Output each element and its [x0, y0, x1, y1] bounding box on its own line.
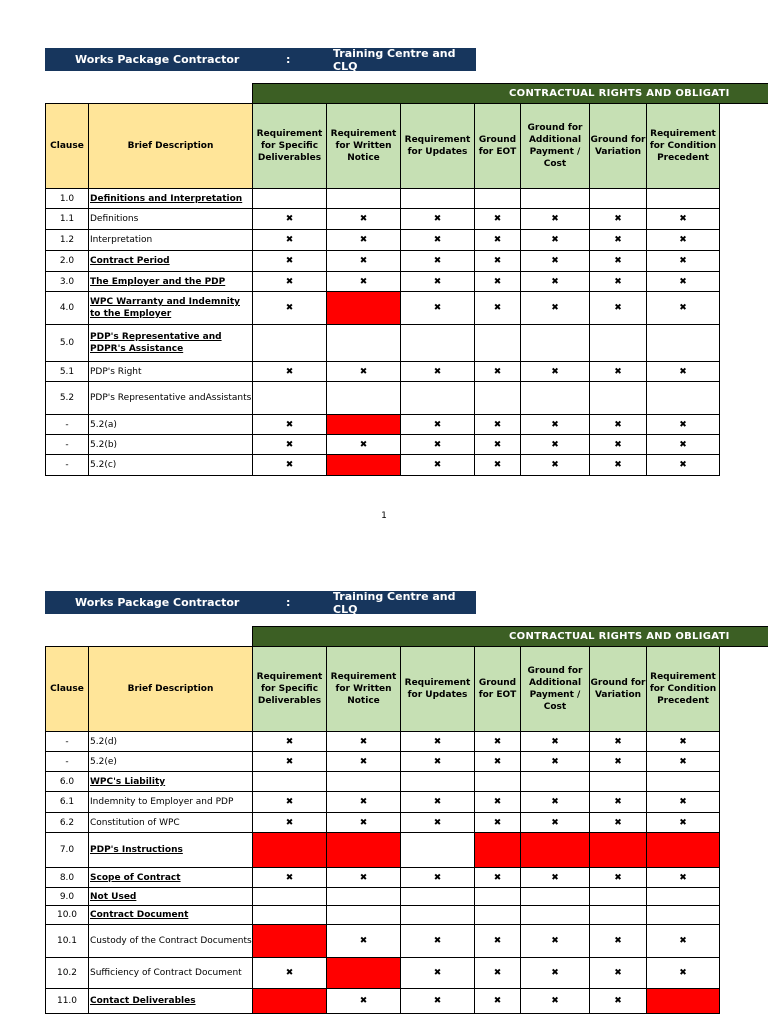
cross-mark-icon: ✖	[401, 435, 475, 455]
cross-mark-icon: ✖	[590, 251, 647, 272]
page-number: 1	[381, 511, 387, 521]
cross-mark-icon: ✖	[475, 292, 521, 325]
empty-cell	[401, 189, 475, 209]
cross-mark-icon: ✖	[253, 455, 327, 476]
empty-cell	[327, 325, 401, 362]
cross-mark-icon: ✖	[327, 230, 401, 251]
updates-header: Requirement for Updates	[401, 647, 475, 732]
cross-mark-icon: ✖	[327, 362, 401, 382]
clause-description: Sufficiency of Contract Document	[89, 958, 253, 989]
cross-mark-icon: ✖	[253, 272, 327, 292]
cross-mark-icon: ✖	[475, 415, 521, 435]
obligations-table	[45, 103, 720, 476]
empty-cell	[647, 906, 720, 925]
cross-mark-icon: ✖	[253, 732, 327, 752]
cross-mark-icon: ✖	[327, 752, 401, 772]
wpc-label: Works Package Contractor	[75, 596, 240, 609]
empty-cell	[401, 833, 475, 868]
cross-mark-icon: ✖	[401, 415, 475, 435]
condition-precedent-header: Requirement for Condition Precedent	[647, 104, 720, 189]
empty-cell	[590, 382, 647, 415]
empty-cell	[590, 325, 647, 362]
cross-mark-icon: ✖	[521, 415, 590, 435]
cross-mark-icon: ✖	[253, 958, 327, 989]
cross-mark-icon: ✖	[401, 792, 475, 813]
clause-number: 10.0	[46, 906, 89, 925]
table-row	[46, 772, 720, 792]
cross-mark-icon: ✖	[475, 230, 521, 251]
clause-description: Definitions	[89, 209, 253, 230]
cross-mark-icon: ✖	[475, 732, 521, 752]
cross-mark-icon: ✖	[475, 868, 521, 888]
flagged-cell	[647, 833, 720, 868]
empty-cell	[647, 772, 720, 792]
cross-mark-icon: ✖	[475, 209, 521, 230]
cross-mark-icon: ✖	[327, 209, 401, 230]
cross-mark-icon: ✖	[521, 209, 590, 230]
table-row	[46, 292, 720, 325]
cross-mark-icon: ✖	[475, 362, 521, 382]
rights-banner	[252, 626, 768, 647]
cross-mark-icon: ✖	[590, 958, 647, 989]
cross-mark-icon: ✖	[647, 925, 720, 958]
table-row	[46, 792, 720, 813]
cross-mark-icon: ✖	[253, 752, 327, 772]
cross-mark-icon: ✖	[401, 362, 475, 382]
clause-description: WPC's Liability	[89, 772, 253, 792]
table-row	[46, 906, 720, 925]
empty-cell	[401, 325, 475, 362]
empty-cell	[521, 772, 590, 792]
written-notice-header: Requirement for Written Notice	[327, 647, 401, 732]
cross-mark-icon: ✖	[327, 792, 401, 813]
clause-number: 5.2	[46, 382, 89, 415]
clause-description: PDP's Representative and PDPR's Assistance	[89, 325, 253, 362]
cross-mark-icon: ✖	[590, 455, 647, 476]
clause-description: Contact Deliverables	[89, 989, 253, 1014]
cross-mark-icon: ✖	[647, 230, 720, 251]
empty-cell	[475, 772, 521, 792]
table-row	[46, 833, 720, 868]
cross-mark-icon: ✖	[590, 415, 647, 435]
clause-number: 5.1	[46, 362, 89, 382]
empty-cell	[475, 382, 521, 415]
clause-description: Not Used	[89, 888, 253, 906]
cross-mark-icon: ✖	[401, 813, 475, 833]
clause-number: -	[46, 732, 89, 752]
empty-cell	[401, 772, 475, 792]
table-row	[46, 989, 720, 1014]
empty-cell	[253, 888, 327, 906]
empty-cell	[475, 888, 521, 906]
cross-mark-icon: ✖	[327, 251, 401, 272]
clause-description: Definitions and Interpretation	[89, 189, 253, 209]
description-header: Brief Description	[89, 104, 253, 189]
clause-number: 6.1	[46, 792, 89, 813]
cross-mark-icon: ✖	[647, 251, 720, 272]
cross-mark-icon: ✖	[253, 209, 327, 230]
cross-mark-icon: ✖	[521, 792, 590, 813]
empty-cell	[253, 382, 327, 415]
table-row	[46, 230, 720, 251]
cross-mark-icon: ✖	[590, 868, 647, 888]
empty-cell	[590, 772, 647, 792]
clause-number: 5.0	[46, 325, 89, 362]
cross-mark-icon: ✖	[253, 251, 327, 272]
empty-cell	[647, 325, 720, 362]
cross-mark-icon: ✖	[401, 251, 475, 272]
cross-mark-icon: ✖	[521, 272, 590, 292]
table-row	[46, 888, 720, 906]
cross-mark-icon: ✖	[647, 813, 720, 833]
empty-cell	[253, 325, 327, 362]
clause-number: 11.0	[46, 989, 89, 1014]
clause-description: The Employer and the PDP	[89, 272, 253, 292]
flagged-cell	[253, 925, 327, 958]
cross-mark-icon: ✖	[253, 813, 327, 833]
cross-mark-icon: ✖	[475, 435, 521, 455]
flagged-cell	[327, 833, 401, 868]
cross-mark-icon: ✖	[521, 435, 590, 455]
cross-mark-icon: ✖	[327, 868, 401, 888]
additional-payment-header: Ground for Additional Payment / Cost	[521, 647, 590, 732]
clause-header: Clause	[46, 104, 89, 189]
clause-description: 5.2(a)	[89, 415, 253, 435]
flagged-cell	[327, 415, 401, 435]
cross-mark-icon: ✖	[590, 362, 647, 382]
table-row	[46, 813, 720, 833]
table-row	[46, 251, 720, 272]
cross-mark-icon: ✖	[475, 792, 521, 813]
flagged-cell	[327, 455, 401, 476]
updates-header: Requirement for Updates	[401, 104, 475, 189]
flagged-cell	[590, 833, 647, 868]
table-row	[46, 752, 720, 772]
cross-mark-icon: ✖	[590, 925, 647, 958]
table-row	[46, 958, 720, 989]
cross-mark-icon: ✖	[521, 958, 590, 989]
cross-mark-icon: ✖	[401, 732, 475, 752]
wpc-header-bar	[45, 48, 476, 71]
clause-number: -	[46, 752, 89, 772]
wpc-colon: :	[286, 596, 291, 609]
clause-number: -	[46, 435, 89, 455]
cross-mark-icon: ✖	[401, 989, 475, 1014]
variation-header: Ground for Variation	[590, 104, 647, 189]
clause-description: Contract Period	[89, 251, 253, 272]
clause-description: WPC Warranty and Indemnity to the Employer	[89, 292, 253, 325]
empty-cell	[521, 888, 590, 906]
table-row	[46, 362, 720, 382]
clause-number: 9.0	[46, 888, 89, 906]
clause-description: Custody of the Contract Documents	[89, 925, 253, 958]
table-row	[46, 382, 720, 415]
cross-mark-icon: ✖	[401, 230, 475, 251]
eot-header: Ground for EOT	[475, 104, 521, 189]
cross-mark-icon: ✖	[590, 752, 647, 772]
description-header: Brief Description	[89, 647, 253, 732]
cross-mark-icon: ✖	[590, 292, 647, 325]
empty-cell	[521, 382, 590, 415]
table-row	[46, 435, 720, 455]
empty-cell	[475, 189, 521, 209]
empty-cell	[253, 189, 327, 209]
cross-mark-icon: ✖	[647, 435, 720, 455]
flagged-cell	[253, 989, 327, 1014]
cross-mark-icon: ✖	[401, 958, 475, 989]
table-row	[46, 455, 720, 476]
empty-cell	[521, 189, 590, 209]
cross-mark-icon: ✖	[521, 455, 590, 476]
flagged-cell	[647, 989, 720, 1014]
clause-number: 1.2	[46, 230, 89, 251]
table-row	[46, 209, 720, 230]
cross-mark-icon: ✖	[475, 752, 521, 772]
variation-header: Ground for Variation	[590, 647, 647, 732]
cross-mark-icon: ✖	[253, 792, 327, 813]
empty-cell	[401, 888, 475, 906]
cross-mark-icon: ✖	[401, 752, 475, 772]
empty-cell	[253, 906, 327, 925]
rights-banner	[252, 83, 768, 104]
clause-description: 5.2(c)	[89, 455, 253, 476]
clause-number: 6.0	[46, 772, 89, 792]
table-row	[46, 925, 720, 958]
cross-mark-icon: ✖	[647, 792, 720, 813]
page-2	[0, 543, 768, 1024]
cross-mark-icon: ✖	[253, 435, 327, 455]
cross-mark-icon: ✖	[647, 958, 720, 989]
flagged-cell	[327, 292, 401, 325]
cross-mark-icon: ✖	[475, 989, 521, 1014]
cross-mark-icon: ✖	[475, 925, 521, 958]
written-notice-header: Requirement for Written Notice	[327, 104, 401, 189]
empty-cell	[647, 888, 720, 906]
cross-mark-icon: ✖	[647, 292, 720, 325]
cross-mark-icon: ✖	[590, 435, 647, 455]
cross-mark-icon: ✖	[253, 415, 327, 435]
empty-cell	[590, 888, 647, 906]
empty-cell	[590, 906, 647, 925]
table-row	[46, 732, 720, 752]
empty-cell	[475, 906, 521, 925]
clause-description: 5.2(d)	[89, 732, 253, 752]
cross-mark-icon: ✖	[327, 272, 401, 292]
empty-cell	[327, 888, 401, 906]
cross-mark-icon: ✖	[647, 455, 720, 476]
empty-cell	[647, 382, 720, 415]
cross-mark-icon: ✖	[253, 230, 327, 251]
empty-cell	[327, 772, 401, 792]
cross-mark-icon: ✖	[521, 925, 590, 958]
cross-mark-icon: ✖	[327, 732, 401, 752]
empty-cell	[590, 189, 647, 209]
additional-payment-header: Ground for Additional Payment / Cost	[521, 104, 590, 189]
cross-mark-icon: ✖	[327, 813, 401, 833]
specific-deliverables-header: Requirement for Specific Deliverables	[253, 104, 327, 189]
empty-cell	[401, 906, 475, 925]
clause-number: 1.1	[46, 209, 89, 230]
cross-mark-icon: ✖	[521, 732, 590, 752]
cross-mark-icon: ✖	[521, 989, 590, 1014]
clause-number: 1.0	[46, 189, 89, 209]
clause-description: PDP's Right	[89, 362, 253, 382]
cross-mark-icon: ✖	[521, 752, 590, 772]
flagged-cell	[475, 833, 521, 868]
cross-mark-icon: ✖	[590, 209, 647, 230]
empty-cell	[647, 189, 720, 209]
clause-description: PDP's Representative andAssistants	[89, 382, 253, 415]
cross-mark-icon: ✖	[647, 868, 720, 888]
cross-mark-icon: ✖	[521, 230, 590, 251]
cross-mark-icon: ✖	[521, 251, 590, 272]
clause-number: 10.2	[46, 958, 89, 989]
clause-description: PDP's Instructions	[89, 833, 253, 868]
clause-description: 5.2(e)	[89, 752, 253, 772]
wpc-colon: :	[286, 53, 291, 66]
empty-cell	[521, 906, 590, 925]
cross-mark-icon: ✖	[401, 455, 475, 476]
wpc-value: Training Centre and CLQ	[333, 589, 456, 616]
clause-number: -	[46, 455, 89, 476]
cross-mark-icon: ✖	[590, 813, 647, 833]
clause-number: 2.0	[46, 251, 89, 272]
cross-mark-icon: ✖	[401, 272, 475, 292]
clause-number: 3.0	[46, 272, 89, 292]
clause-number: 8.0	[46, 868, 89, 888]
wpc-label: Works Package Contractor	[75, 53, 240, 66]
eot-header: Ground for EOT	[475, 647, 521, 732]
cross-mark-icon: ✖	[521, 362, 590, 382]
obligations-table	[45, 646, 720, 1014]
cross-mark-icon: ✖	[253, 868, 327, 888]
cross-mark-icon: ✖	[475, 251, 521, 272]
empty-cell	[327, 906, 401, 925]
specific-deliverables-header: Requirement for Specific Deliverables	[253, 647, 327, 732]
empty-cell	[253, 772, 327, 792]
wpc-value: Training Centre and CLQ	[333, 46, 456, 73]
flagged-cell	[521, 833, 590, 868]
clause-description: Interpretation	[89, 230, 253, 251]
cross-mark-icon: ✖	[401, 209, 475, 230]
clause-number: 6.2	[46, 813, 89, 833]
table-row	[46, 272, 720, 292]
cross-mark-icon: ✖	[327, 925, 401, 958]
empty-cell	[475, 325, 521, 362]
cross-mark-icon: ✖	[475, 813, 521, 833]
cross-mark-icon: ✖	[475, 455, 521, 476]
cross-mark-icon: ✖	[647, 272, 720, 292]
empty-cell	[521, 325, 590, 362]
cross-mark-icon: ✖	[647, 415, 720, 435]
cross-mark-icon: ✖	[521, 868, 590, 888]
cross-mark-icon: ✖	[647, 362, 720, 382]
wpc-header-bar	[45, 591, 476, 614]
empty-cell	[327, 189, 401, 209]
cross-mark-icon: ✖	[253, 362, 327, 382]
empty-cell	[401, 382, 475, 415]
cross-mark-icon: ✖	[647, 752, 720, 772]
table-row	[46, 189, 720, 209]
cross-mark-icon: ✖	[590, 732, 647, 752]
rights-title: CONTRACTUAL RIGHTS AND OBLIGATI	[509, 631, 730, 642]
cross-mark-icon: ✖	[590, 272, 647, 292]
table-row	[46, 868, 720, 888]
empty-cell	[327, 382, 401, 415]
flagged-cell	[327, 958, 401, 989]
cross-mark-icon: ✖	[327, 435, 401, 455]
clause-description: Contract Document	[89, 906, 253, 925]
clause-number: 7.0	[46, 833, 89, 868]
clause-description: Indemnity to Employer and PDP	[89, 792, 253, 813]
clause-number: 4.0	[46, 292, 89, 325]
cross-mark-icon: ✖	[647, 209, 720, 230]
cross-mark-icon: ✖	[475, 958, 521, 989]
rights-title: CONTRACTUAL RIGHTS AND OBLIGATI	[509, 88, 730, 99]
flagged-cell	[253, 833, 327, 868]
clause-description: Scope of Contract	[89, 868, 253, 888]
cross-mark-icon: ✖	[253, 292, 327, 325]
clause-header: Clause	[46, 647, 89, 732]
cross-mark-icon: ✖	[590, 989, 647, 1014]
clause-number: -	[46, 415, 89, 435]
table-row	[46, 325, 720, 362]
cross-mark-icon: ✖	[327, 989, 401, 1014]
clause-number: 10.1	[46, 925, 89, 958]
cross-mark-icon: ✖	[590, 792, 647, 813]
cross-mark-icon: ✖	[521, 813, 590, 833]
clause-description: Constitution of WPC	[89, 813, 253, 833]
cross-mark-icon: ✖	[475, 272, 521, 292]
clause-description: 5.2(b)	[89, 435, 253, 455]
cross-mark-icon: ✖	[521, 292, 590, 325]
cross-mark-icon: ✖	[401, 925, 475, 958]
cross-mark-icon: ✖	[401, 292, 475, 325]
table-row	[46, 415, 720, 435]
cross-mark-icon: ✖	[401, 868, 475, 888]
cross-mark-icon: ✖	[647, 732, 720, 752]
cross-mark-icon: ✖	[590, 230, 647, 251]
condition-precedent-header: Requirement for Condition Precedent	[647, 647, 720, 732]
